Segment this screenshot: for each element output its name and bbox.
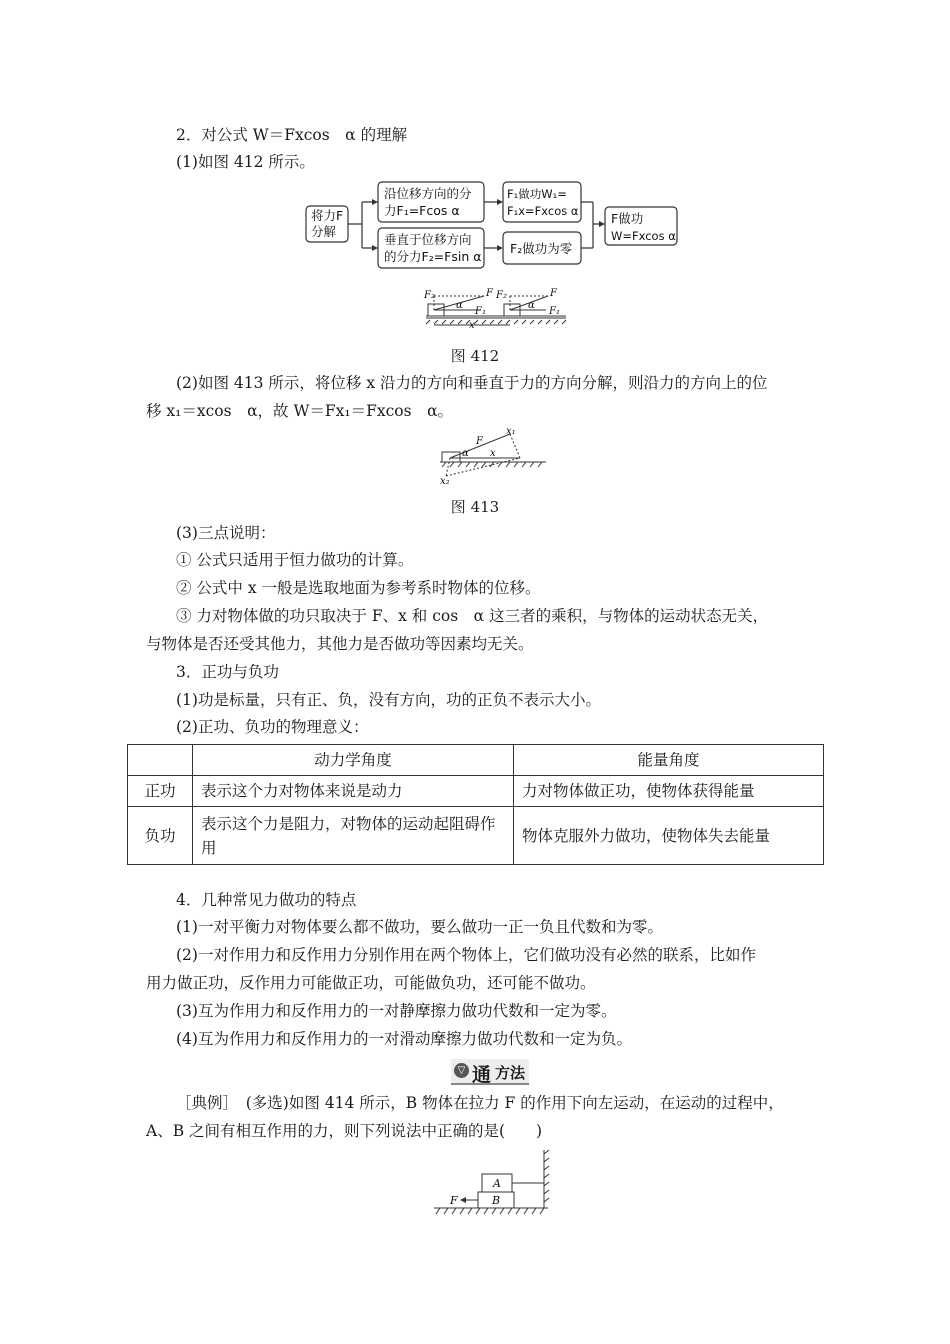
- svg-text:x₂: x₂: [440, 476, 450, 486]
- section-2-heading: 2．对公式 W＝Fxcos α 的理解: [176, 126, 408, 144]
- triangle-down-icon: ▽: [454, 1063, 469, 1078]
- paragraph: (4)互为作用力和反作用力的一对滑动摩擦力做功代数和一定为负。: [176, 1030, 632, 1048]
- note-item: ② 公式中 x 一般是选取地面为参考系时物体的位移。: [176, 579, 541, 597]
- svg-text:α: α: [528, 300, 535, 311]
- table-cell: 正功: [128, 776, 193, 807]
- table-cell: 物体克服外力做功，使物体失去能量: [514, 807, 824, 865]
- method-badge: [451, 1059, 529, 1086]
- flow-start-line2: 分解: [311, 224, 337, 239]
- table-header-row: [128, 745, 824, 776]
- table-cell: 表示这个力是阻力，对物体的运动起阻碍作用: [193, 807, 514, 865]
- paragraph: (1)如图 412 所示。: [176, 153, 315, 171]
- table-header-cell: [128, 745, 193, 776]
- flow-upper-line2: 力F₁=Fcos α: [384, 203, 460, 218]
- figure-413-caption: 图 413: [450, 498, 500, 516]
- section-4-heading: 4．几种常见力做功的特点: [176, 891, 357, 909]
- svg-text:F₁: F₁: [475, 306, 486, 317]
- flow-lower-line2: 的分力F₂=Fsin α: [384, 249, 482, 264]
- paragraph: (2)正功、负功的物理意义：: [176, 718, 369, 736]
- paragraph: (2)一对作用力和反作用力分别作用在两个物体上，它们做功没有必然的联系，比如作: [176, 946, 756, 964]
- svg-text:x₁: x₁: [506, 426, 516, 437]
- figure-414: [430, 1148, 560, 1216]
- svg-text:F: F: [486, 288, 493, 299]
- paragraph: (1)功是标量，只有正、负，没有方向，功的正负不表示大小。: [176, 691, 601, 709]
- paragraph: (1)一对平衡力对物体要么都不做功，要么做功一正一负且代数和为零。: [176, 918, 663, 936]
- figure-413: [436, 424, 548, 486]
- block-b-label: B: [492, 1194, 501, 1207]
- svg-text:F₂: F₂: [424, 290, 435, 301]
- badge-label: 方法: [495, 1064, 526, 1082]
- table-cell: 表示这个力对物体来说是动力: [193, 776, 514, 807]
- flow-start-line1: 将力F: [311, 208, 344, 223]
- figure-412-caption: 图 412: [450, 347, 500, 365]
- block-a-label: A: [493, 1177, 501, 1190]
- svg-text:α: α: [456, 300, 463, 311]
- flow-upper-line1: 沿位移方向的分: [384, 186, 472, 201]
- paragraph: (3)三点说明：: [176, 524, 276, 542]
- paragraph: 移 x₁＝xcos α，故 W＝Fx₁＝Fxcos α。: [146, 402, 454, 420]
- svg-text:F: F: [550, 288, 557, 299]
- note-item: ③ 力对物体做的功只取决于 F、x 和 cos α 这三者的乘积，与物体的运动状态无关，: [176, 607, 769, 625]
- example-text: ［典例］ (多选)如图 414 所示，B 物体在拉力 F 的作用下向左运动，在运动的过程中，: [176, 1094, 784, 1112]
- note-item: ① 公式只适用于恒力做功的计算。: [176, 551, 414, 569]
- table-row: [128, 776, 824, 807]
- flow-upper-result-line2: F₁x=Fxcos α: [507, 204, 579, 218]
- svg-text:x: x: [469, 320, 475, 331]
- svg-text:x: x: [490, 448, 496, 459]
- paragraph: (2)如图 413 所示，将位移 x 沿力的方向和垂直于力的方向分解，则沿力的方向上的位: [176, 374, 768, 392]
- svg-text:F₁: F₁: [549, 306, 560, 317]
- example-text: A、B 之间有相互作用的力，则下列说法中正确的是( ): [146, 1122, 543, 1140]
- table-cell: 负功: [128, 807, 193, 865]
- flow-final-line2: W=Fxcos α: [611, 229, 676, 243]
- table-header-cell: 动力学角度: [193, 745, 514, 776]
- force-f-label: F: [450, 1194, 458, 1207]
- table-header-cell: 能量角度: [514, 745, 824, 776]
- svg-text:α: α: [462, 448, 469, 459]
- flow-upper-result-line1: F₁做功W₁=: [507, 187, 567, 201]
- badge-bold-label: 通: [472, 1064, 492, 1086]
- table-row: [128, 807, 824, 865]
- flow-lower-result: F₂做功为零: [510, 241, 573, 256]
- svg-text:F: F: [476, 436, 483, 447]
- table-cell: 力对物体做正功，使物体获得能量: [514, 776, 824, 807]
- work-meaning-table: [127, 744, 824, 865]
- flow-final-line1: F做功: [611, 211, 644, 226]
- note-item: 与物体是否还受其他力，其他力是否做功等因素均无关。: [146, 635, 534, 653]
- svg-text:F₂: F₂: [496, 290, 507, 301]
- section-3-heading: 3．正功与负功: [176, 663, 279, 681]
- paragraph: 用力做正功，反作用力可能做正功，可能做负功，还可能不做功。: [146, 974, 596, 992]
- paragraph: (3)互为作用力和反作用力的一对静摩擦力做功代数和一定为零。: [176, 1002, 617, 1020]
- force-decomposition-flowchart: [300, 178, 685, 274]
- flow-lower-line1: 垂直于位移方向: [384, 232, 472, 247]
- figure-412: [420, 284, 570, 334]
